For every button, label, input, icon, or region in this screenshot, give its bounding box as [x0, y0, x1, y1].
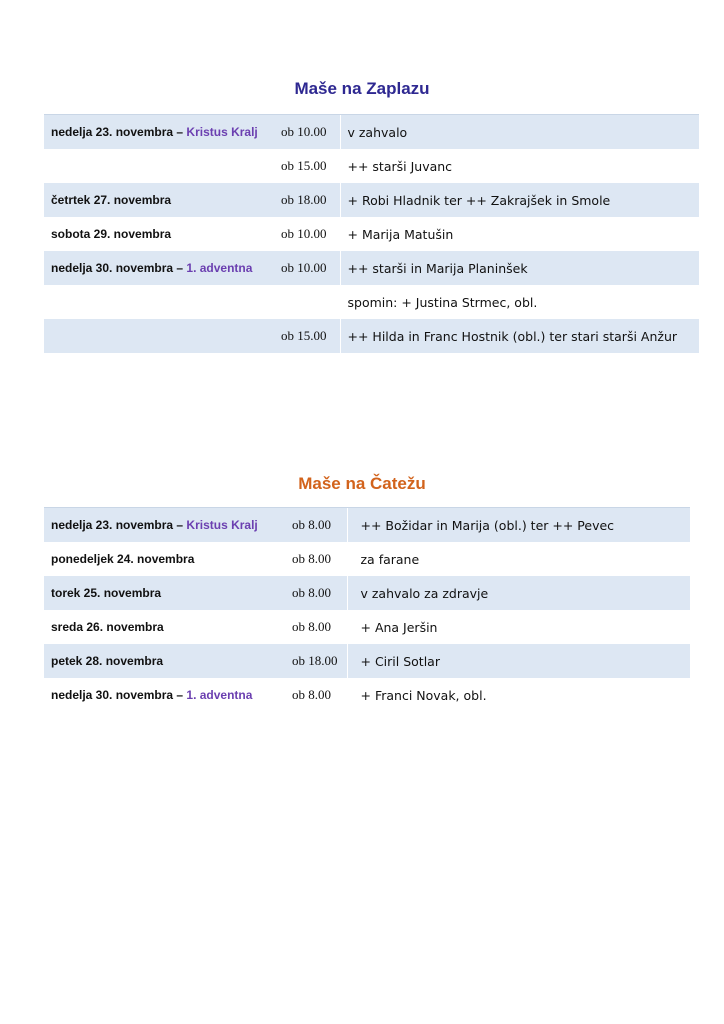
- day-cell: [44, 285, 277, 319]
- day-cell: [44, 576, 286, 610]
- time-cell: ob 8.00: [286, 508, 347, 543]
- table-row: [44, 542, 690, 576]
- day-cell: [44, 217, 277, 251]
- table-row: [44, 678, 690, 712]
- time-cell: ob 8.00: [292, 619, 331, 634]
- day-cell: [44, 610, 286, 644]
- day-cell: [44, 115, 277, 150]
- time-cell: ob 8.00: [286, 576, 347, 610]
- table-row: [44, 251, 699, 285]
- time-cell: [277, 285, 340, 319]
- time-cell: ob 18.00: [286, 644, 347, 678]
- day-label: sobota 29. novembra: [51, 227, 172, 241]
- intention-cell: ++ Hilda in Franc Hostnik (obl.) ter stari starši Anžur: [340, 319, 699, 353]
- day-cell: [44, 542, 286, 576]
- intention-cell: ++ Božidar in Marija (obl.) ter ++ Pevec: [347, 508, 690, 543]
- day-cell: [44, 183, 277, 217]
- zaplaz-schedule-table: [44, 114, 699, 353]
- intention-cell: ++ starši Juvanc: [340, 149, 699, 183]
- day-cell: [44, 508, 286, 543]
- time-cell: ob 10.00: [277, 251, 340, 285]
- day-cell: [44, 678, 286, 712]
- intention-cell: spomin: + Justina Strmec, obl.: [340, 285, 699, 319]
- table-row: [44, 644, 690, 678]
- time-cell: ob 18.00: [277, 183, 340, 217]
- feast-label: 1. adventna: [186, 688, 253, 702]
- day-label: četrtek 27. novembra: [51, 193, 172, 207]
- intention-cell: v zahvalo za zdravje: [347, 576, 690, 610]
- time-cell: ob 8.00: [292, 551, 331, 566]
- catez-schedule-table: [44, 507, 690, 712]
- day-cell: [44, 644, 286, 678]
- table-row: [44, 115, 699, 150]
- intention-cell: + Marija Matušin: [340, 217, 699, 251]
- table-row: [44, 149, 699, 183]
- table-row: [44, 319, 699, 353]
- intention-cell: ++ starši in Marija Planinšek: [340, 251, 699, 285]
- feast-label: 1. adventna: [186, 261, 253, 275]
- time-cell: ob 15.00: [277, 319, 340, 353]
- intention-cell: + Ana Jeršin: [347, 610, 690, 644]
- day-label: torek 25. novembra: [51, 586, 162, 600]
- day-cell: [44, 149, 277, 183]
- day-label: sreda 26. novembra: [51, 620, 164, 634]
- table-row: [44, 217, 699, 251]
- zaplaz-title: Maše na Zaplazu: [294, 79, 430, 98]
- feast-label: Kristus Kralj: [186, 125, 258, 139]
- day-label: nedelja 30. novembra –: [51, 261, 187, 275]
- table-row: [44, 576, 690, 610]
- intention-cell: za farane: [347, 542, 690, 576]
- time-cell: ob 15.00: [281, 158, 327, 173]
- intention-cell: v zahvalo: [340, 115, 699, 150]
- time-cell: ob 8.00: [292, 687, 331, 702]
- table-row: [44, 285, 699, 319]
- intention-cell: + Franci Novak, obl.: [347, 678, 690, 712]
- day-cell: [44, 319, 277, 353]
- intention-cell: + Ciril Sotlar: [347, 644, 690, 678]
- time-cell: ob 10.00: [277, 115, 340, 150]
- day-label: ponedeljek 24. novembra: [51, 552, 195, 566]
- table-row: [44, 508, 690, 543]
- table-row: [44, 610, 690, 644]
- time-cell: ob 10.00: [281, 226, 327, 241]
- day-label: nedelja 23. novembra –: [51, 518, 187, 532]
- intention-cell: + Robi Hladnik ter ++ Zakrajšek in Smole: [340, 183, 699, 217]
- day-label: petek 28. novembra: [51, 654, 164, 668]
- day-label: nedelja 23. novembra –: [51, 125, 187, 139]
- day-label: nedelja 30. novembra –: [51, 688, 187, 702]
- feast-label: Kristus Kralj: [186, 518, 258, 532]
- catez-title: Maše na Čatežu: [298, 474, 426, 493]
- table-row: [44, 183, 699, 217]
- day-cell: [44, 251, 277, 285]
